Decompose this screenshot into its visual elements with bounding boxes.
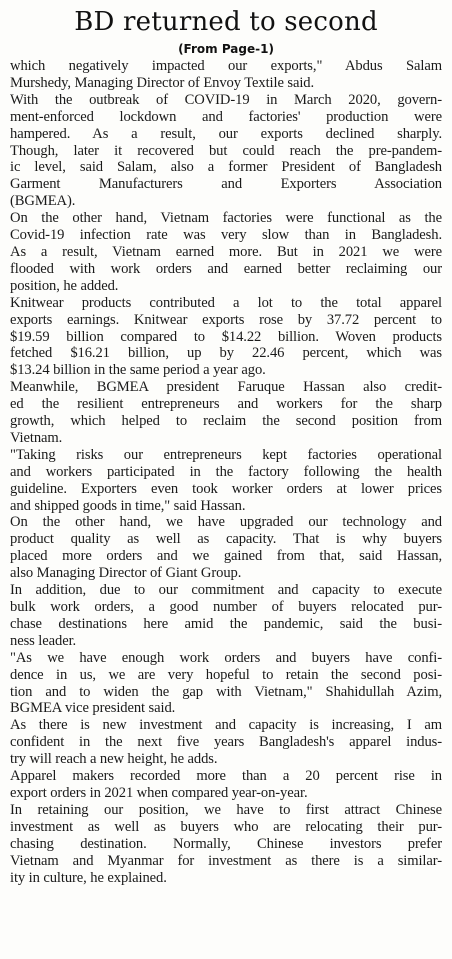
- paragraph-line: In retaining our position, we have to first attract Chinese: [10, 801, 442, 818]
- paragraph-line: investment as well as buyers who are relocating their pur-: [10, 818, 442, 835]
- paragraph-line: ness leader.: [10, 632, 77, 649]
- article-paragraph: [10, 650, 442, 718]
- paragraph-line: hampered. As a result, our exports declined sharply.: [10, 125, 442, 142]
- paragraph-line: export orders in 2021 when compared year-on-year.: [10, 784, 308, 801]
- article-paragraph: [10, 58, 442, 92]
- paragraph-line: dence in us, we are very hopeful to retain the second posi-: [10, 666, 442, 683]
- paragraph-line: ity in culture, he explained.: [10, 869, 167, 886]
- paragraph-line: ment-enforced lockdown and factories' production were: [10, 108, 442, 125]
- paragraph-line: exports earnings. Knitwear exports rose by 37.72 percent to: [10, 311, 442, 328]
- paragraph-line: $19.59 billion compared to $14.22 billion. Woven products: [10, 328, 442, 345]
- paragraph-line: guideline. Exporters even took worker orders at lower prices: [10, 480, 442, 497]
- paragraph-line: "As we have enough work orders and buyers have confi-: [10, 649, 442, 666]
- paragraph-line: Garment Manufacturers and Exporters Association: [10, 176, 442, 193]
- article-paragraph: [10, 92, 442, 210]
- paragraph-line: Apparel makers recorded more than a 20 percent rise in: [10, 768, 442, 785]
- paragraph-line: chasing destination. Normally, Chinese investors prefer: [10, 835, 442, 852]
- paragraph-line: Vietnam and Myanmar for investment as there is a similar-: [10, 852, 442, 869]
- paragraph-line: and workers participated in the factory following the health: [10, 463, 442, 480]
- paragraph-line: chase destinations here amid the pandemic, said the busi-: [10, 615, 442, 632]
- paragraph-line: and shipped goods in time," said Hassan.: [10, 497, 246, 514]
- paragraph-line: try will reach a new height, he adds.: [10, 751, 218, 768]
- paragraph-line: On the other hand, Vietnam factories were functional as the: [10, 210, 442, 227]
- paragraph-line: flooded with work orders and earned better reclaiming our: [10, 260, 442, 277]
- article-body: [10, 58, 442, 886]
- paragraph-line: BGMEA vice president said.: [10, 700, 176, 717]
- article-headline: BD returned to second: [74, 7, 378, 37]
- paragraph-line: position, he added.: [10, 277, 119, 294]
- paragraph-line: Covid-19 infection rate was very slow than in Bangladesh.: [10, 227, 442, 244]
- paragraph-line: bulk work orders, a good number of buyers relocated pur-: [10, 599, 442, 615]
- paragraph-line: product quality as well as capacity. That is why buyers: [10, 531, 442, 548]
- paragraph-line: also Managing Director of Giant Group.: [10, 565, 242, 582]
- paragraph-line: tion and to widen the gap with Vietnam," Shahidullah Azim,: [10, 683, 442, 700]
- paragraph-line: Knitwear products contributed a lot to the total apparel: [10, 294, 442, 311]
- paragraph-line: With the outbreak of COVID-19 in March 2020, govern-: [10, 91, 442, 108]
- paragraph-line: Vietnam.: [10, 429, 63, 446]
- news-article: [10, 0, 442, 886]
- paragraph-line: On the other hand, we have upgraded our technology and: [10, 514, 442, 531]
- article-paragraph: [10, 514, 442, 582]
- paragraph-line: In addition, due to our commitment and capacity to execute: [10, 582, 442, 599]
- article-paragraph: [10, 802, 442, 887]
- paragraph-line: Though, later it recovered but could reach the pre-pandem-: [10, 142, 442, 159]
- paragraph-line: placed more orders and we gained from that, said Hassan,: [10, 548, 442, 565]
- article-paragraph: [10, 210, 442, 295]
- paragraph-line: (BGMEA).: [10, 193, 76, 210]
- paragraph-line: Meanwhile, BGMEA president Faruque Hassan also credit-: [10, 379, 442, 396]
- paragraph-line: growth, which helped to reclaim the second position from: [10, 413, 442, 430]
- paragraph-line: ed the resilient entrepreneurs and workers for the sharp: [10, 396, 442, 413]
- article-paragraph: [10, 768, 442, 802]
- article-paragraph: [10, 447, 442, 515]
- continued-from-label: (From Page-1): [178, 42, 274, 56]
- paragraph-line: which negatively impacted our exports," Abdus Salam: [10, 58, 442, 74]
- paragraph-line: As a result, Vietnam earned more. But in 2021 we were: [10, 243, 442, 260]
- paragraph-line: "Taking risks our entrepreneurs kept factories operational: [10, 446, 442, 463]
- article-paragraph: [10, 295, 442, 380]
- paragraph-line: fetched $16.21 billion, up by 22.46 percent, which was: [10, 345, 442, 362]
- paragraph-line: $13.24 billion in the same period a year ago.: [10, 362, 266, 379]
- paragraph-line: Murshedy, Managing Director of Envoy Textile said.: [10, 74, 315, 91]
- article-paragraph: [10, 379, 442, 447]
- paragraph-line: confident in the next five years Bangladesh's apparel indus-: [10, 734, 442, 751]
- article-paragraph: [10, 582, 442, 650]
- paragraph-line: As there is new investment and capacity is increasing, I am: [10, 717, 442, 734]
- paragraph-line: ic level, said Salam, also a former President of Bangladesh: [10, 159, 442, 176]
- article-paragraph: [10, 717, 442, 768]
